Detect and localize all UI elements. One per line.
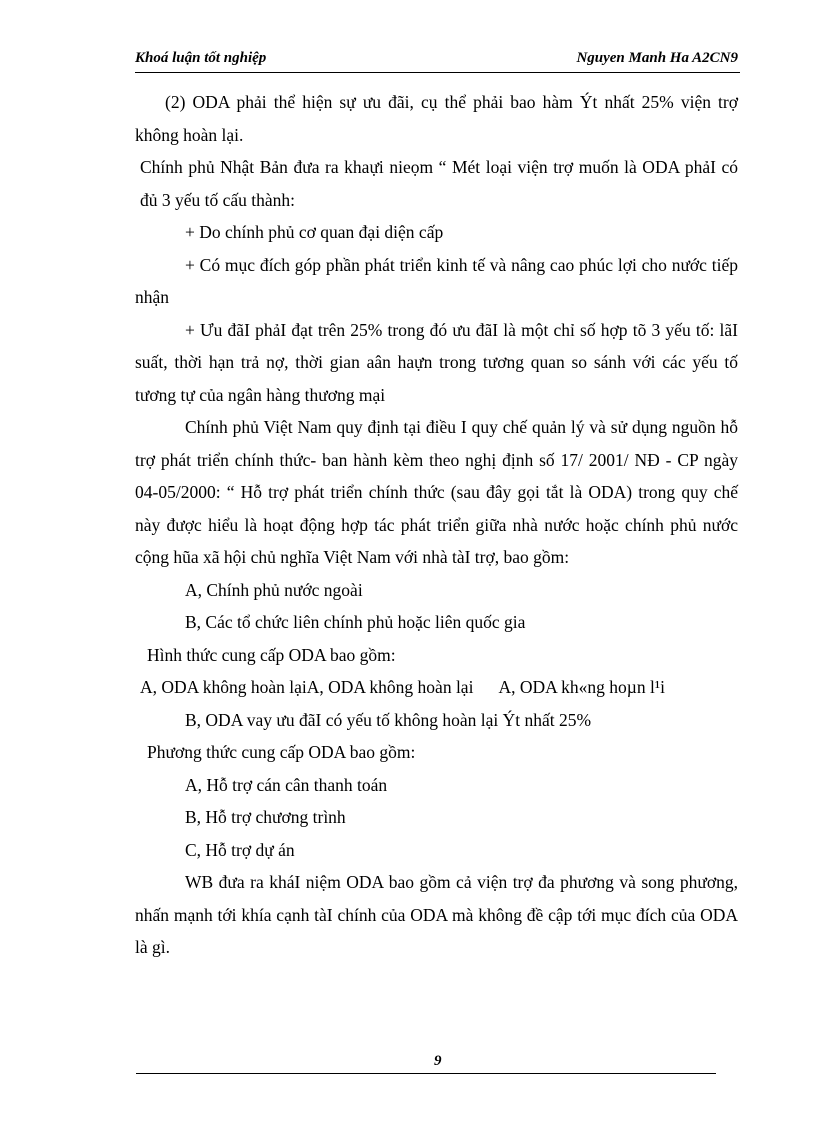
paragraph-vietnam-definition: Chính phủ Việt Nam quy định tại điều I quy chế quản lý và sử dụng nguồn hỗ trợ phát triển chính thức- ban hành kèm theo nghị định số 17/ 2001/ NĐ - CP ngày 04-05/2000: “ Hỗ trợ phát triển chính thức (sau đây gọi tắt là ODA) trong quy chế này được hiểu là hoạt động hợp tác phát triển giữa nhà nước hoặc chính phủ nước cộng hũa xã hội chủ nghĩa Việt Nam với nhà tàI trợ, bao gồm: — [135, 417, 738, 567]
page-header — [135, 50, 740, 73]
page-number: 9 — [434, 1053, 442, 1069]
paragraph-wb-definition: WB đưa ra kháI niệm ODA bao gồm cả viện trợ đa phương và song phương, nhấn mạnh tới khía cạnh tàI chính của ODA mà không đề cập tới mục đích của ODA là gì. — [135, 872, 738, 957]
list-item: A, Hỗ trợ cán cân thanh toán — [185, 774, 388, 795]
paragraph-oda-condition: (2) ODA phải thể hiện sự ưu đãi, cụ thể phải bao hàm Ýt nhất 25% viện trợ không hoàn lại. — [135, 92, 738, 145]
list-item: B, Hỗ trợ chương trình — [185, 807, 346, 827]
footer-divider — [136, 1073, 716, 1074]
list-item: A, Chính phủ nước ngoài — [185, 579, 363, 600]
list-item: B, ODA vay ưu đãI có yếu tố không hoàn lại Ýt nhất 25% — [185, 709, 592, 730]
list-item: + Do chính phủ cơ quan đại diện cấp — [185, 222, 444, 242]
list-item: + Ưu đãI phảI đạt trên 25% trong đó ưu đãI là một chỉ số hợp tõ 3 yếu tố: lãI suất, thời hạn trả nợ, thời gian aân haựn trong tương quan so sánh với các yếu tố tương tự của ngân hàng thương mại — [135, 319, 738, 405]
section-heading: Phương thức cung cấp ODA bao gồm: — [147, 742, 416, 762]
section-heading: Hình thức cung cấp ODA bao gồm: — [147, 644, 396, 665]
list-item: A, ODA không hoàn lạiA, ODA không hoàn lại A, ODA kh«ng hoµn l¹i — [140, 677, 665, 697]
list-item: C, Hỗ trợ dự án — [185, 839, 295, 860]
list-item: + Có mục đích góp phần phát triển kinh tế và nâng cao phúc lợi cho nước tiếp nhận — [135, 254, 738, 307]
paragraph-japan-definition: Chính phủ Nhật Bản đưa ra khaựi nieọm “ Mét loại viện trợ muốn là ODA phảI có đủ 3 yếu tố cấu thành: — [140, 157, 738, 210]
header-author: Nguyen Manh Ha A2CN9 — [576, 50, 738, 66]
list-item: B, Các tổ chức liên chính phủ hoặc liên quốc gia — [185, 612, 526, 632]
header-title: Khoá luận tốt nghiệp — [135, 50, 267, 66]
document-body — [135, 86, 738, 964]
